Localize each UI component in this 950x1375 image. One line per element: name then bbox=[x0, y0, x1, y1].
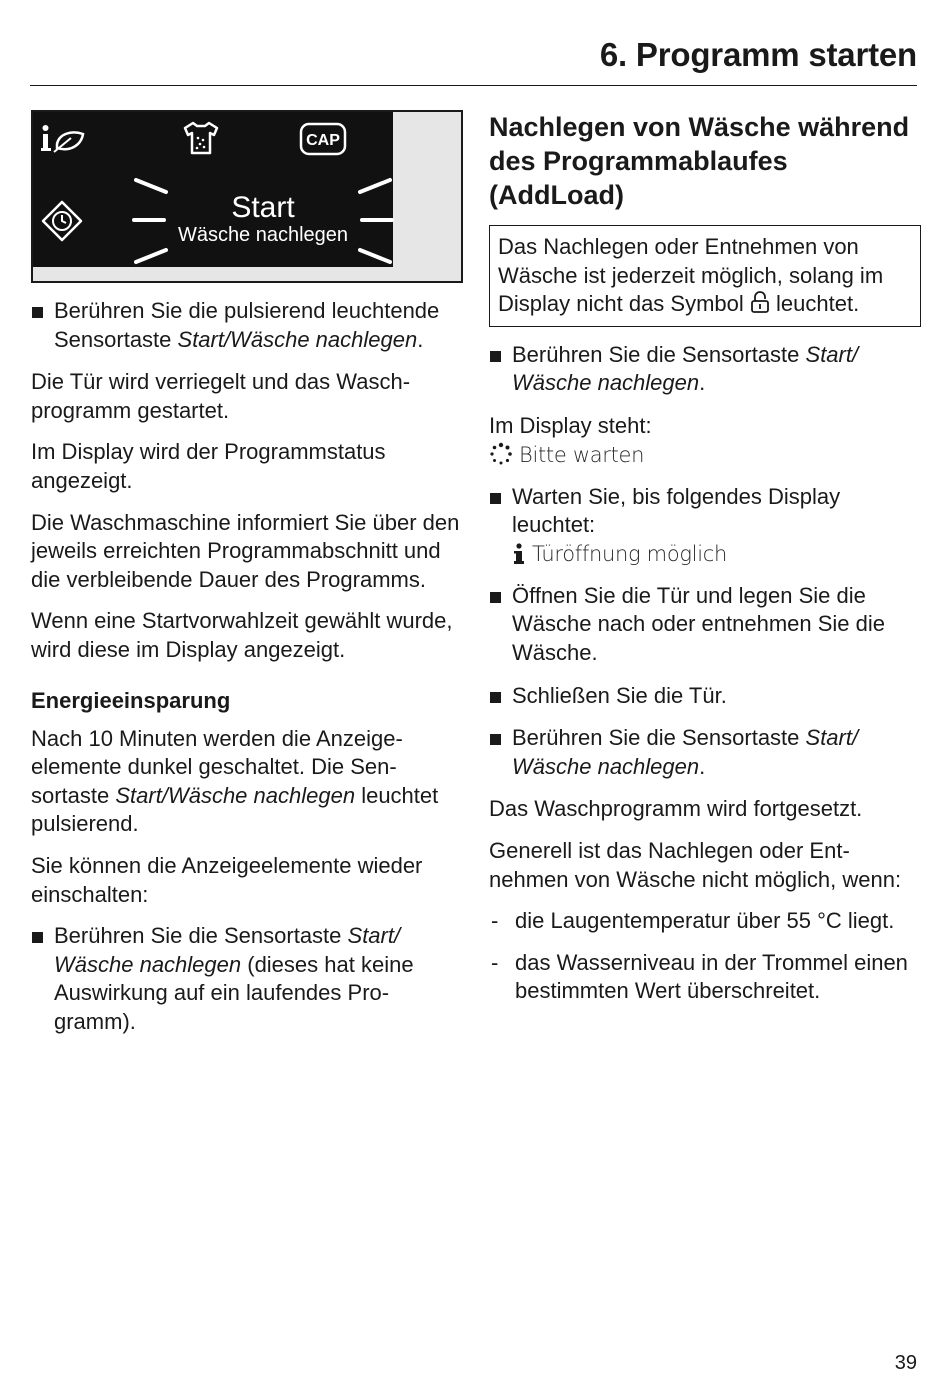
text: Berühren Sie die pulsierend leuchtende Sensortaste bbox=[54, 298, 440, 352]
svg-text:CAP: CAP bbox=[306, 132, 340, 149]
paragraph: Die Tür wird verriegelt und das Waschprogramm gestartet. bbox=[31, 369, 411, 423]
display-text-please-wait bbox=[489, 441, 921, 469]
text: Nach 10 Minuten werden die Anzeigeelemente dunkel geschaltet. Die Sensortaste bbox=[31, 725, 403, 808]
paragraph: Im Display steht: bbox=[489, 412, 652, 438]
text: Das Nachlegen oder Entnehmen von Wäsche ist jederzeit möglich, solang im Display nicht das Symbol bbox=[498, 234, 884, 317]
list-item: Schließen Sie die Tür. bbox=[489, 682, 921, 711]
note-box bbox=[489, 225, 921, 327]
sensor-key-name: Start/ Wäsche nachlegen bbox=[512, 341, 859, 396]
text: leuchtet. bbox=[769, 291, 860, 317]
sensor-key-name: Start/ Wäsche nachlegen bbox=[54, 923, 401, 977]
text: leuchtet pulsierend. bbox=[31, 782, 439, 837]
capdosing-icon bbox=[299, 122, 349, 156]
info-eco-icon bbox=[41, 122, 87, 156]
header-rule bbox=[30, 85, 917, 86]
display-text: Türöffnung möglich bbox=[532, 541, 727, 566]
text: Berühren Sie die Sensortaste bbox=[512, 341, 806, 367]
list-item bbox=[489, 724, 921, 781]
shirt-icon bbox=[181, 120, 221, 156]
control-panel-illustration bbox=[31, 110, 463, 283]
subheading-energy-saving: Energieeinsparung bbox=[31, 687, 231, 713]
delay-start-icon bbox=[41, 200, 83, 242]
right-column bbox=[489, 110, 921, 1019]
text: Berühren Sie die Sensortaste bbox=[54, 923, 348, 949]
list-item bbox=[31, 297, 461, 354]
text: . bbox=[699, 753, 706, 779]
paragraph: Wenn eine Startvorwahlzeit gewählt wurde, wird diese im Display angezeigt. bbox=[31, 608, 453, 662]
text: (dieses hat keine Auswirkung auf ein laufendes Programm). bbox=[54, 951, 414, 1034]
wait-spinner-icon bbox=[489, 442, 513, 466]
left-column bbox=[31, 110, 461, 1050]
text: Warten Sie, bis folgendes Display leuchtet: bbox=[512, 483, 841, 538]
start-add-load-sensor-button bbox=[153, 172, 373, 262]
display-text: Bitte warten bbox=[519, 442, 645, 467]
page-title: 6. Programm starten bbox=[599, 36, 917, 73]
list-item: Öffnen Sie die Tür und legen Sie die Wäsche nach oder entnehmen Sie die Wäsche. bbox=[489, 582, 921, 668]
sensor-key-name: Start/ Wäsche nachlegen bbox=[512, 725, 859, 779]
list-item bbox=[489, 341, 921, 398]
paragraph: Sie können die Anzeigeelemente wieder einschalten: bbox=[31, 852, 423, 907]
text: Berühren Sie die Sensortaste bbox=[512, 725, 806, 751]
start-label: Start bbox=[231, 191, 295, 224]
sensor-key-name: Start/Wäsche nachlegen bbox=[177, 326, 418, 352]
add-load-label: Wäsche nachlegen bbox=[177, 224, 349, 246]
paragraph: Im Display wird der Programmstatus angezeigt. bbox=[31, 439, 386, 493]
list-item bbox=[31, 922, 461, 1036]
display-text-door-opening bbox=[512, 540, 921, 568]
dash-list-item: - das Wasserniveau in der Trommel einen bestimmten Wert überschreitet. bbox=[489, 949, 921, 1006]
text: . bbox=[417, 326, 424, 352]
paragraph bbox=[31, 725, 461, 839]
list-item bbox=[489, 483, 921, 568]
dash-list-item: - die Laugentemperatur über 55 °C liegt. bbox=[489, 907, 921, 936]
paragraph: Das Waschprogramm wird fortgesetzt. bbox=[489, 796, 863, 822]
control-panel-display bbox=[33, 112, 393, 267]
paragraph: Die Waschmaschine informiert Sie über den jeweils erreichten Programmabschnitt und die verbleibende Dauer des Programms. bbox=[31, 509, 460, 592]
text: . bbox=[699, 370, 706, 396]
page-number: 39 bbox=[894, 1352, 917, 1374]
lock-icon bbox=[750, 290, 770, 314]
section-heading-addload: Nachlegen von Wäsche während des Programmablaufes (AddLoad) bbox=[489, 112, 910, 210]
paragraph: Generell ist das Nachlegen oder Entnehmen von Wäsche nicht möglich, wenn: bbox=[489, 837, 902, 892]
sensor-key-name: Start/Wäsche nachlegen bbox=[115, 782, 356, 808]
info-icon bbox=[512, 543, 526, 565]
